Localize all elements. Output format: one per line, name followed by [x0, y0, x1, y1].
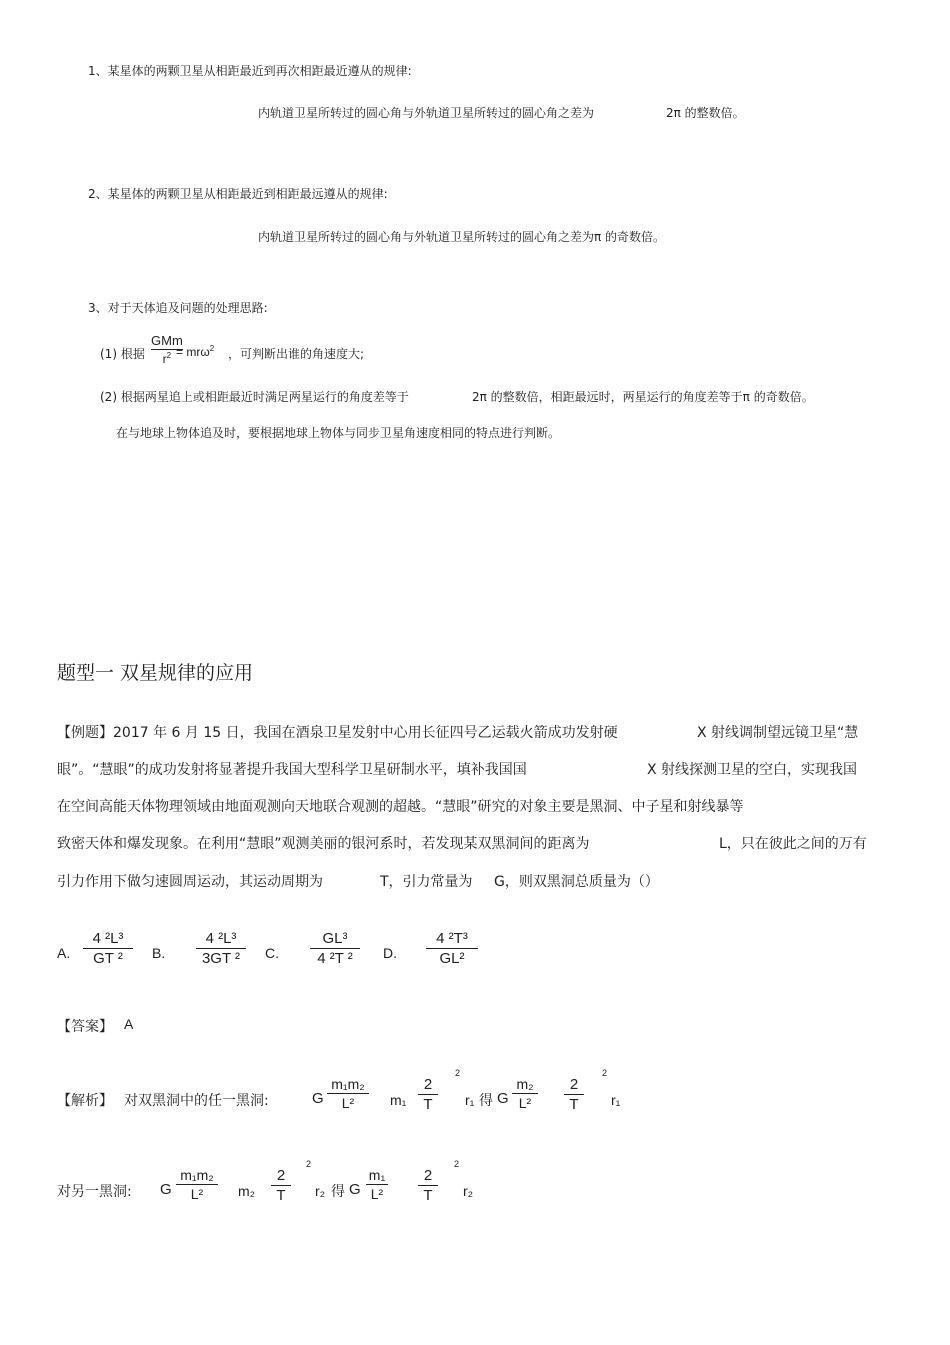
eq1-mass-fraction: m₁m₂ L²	[327, 1076, 369, 1111]
analysis-intro: 对双黑洞中的任一黑洞:	[124, 1093, 269, 1109]
option-c-label: C.	[265, 945, 279, 961]
rule-2-title: 2、某星体的两颗卫星从相距最近到相距最远遵从的规律:	[88, 187, 388, 201]
eq2-mass-fraction: m₁m₂ L²	[176, 1167, 218, 1202]
rule-3-title: 3、对于天体追及问题的处理思路:	[88, 301, 268, 315]
eq1-G: G	[312, 1090, 324, 1107]
eq1-square-1: 2	[455, 1068, 461, 1078]
eq1-omega-fraction: 2 T	[418, 1076, 438, 1113]
rule-1-detail-a: 内轨道卫星所转过的圆心角与外轨道卫星所转过的圆心角之差为	[258, 106, 595, 120]
example-line-1b: X 射线调制望远镜卫星“慧	[697, 725, 859, 741]
eq2-r2-2: r₂	[463, 1183, 474, 1199]
option-b-fraction: 4 ²L³ 3GT ²	[196, 930, 246, 967]
eq1-r1-2: r₁	[611, 1092, 621, 1108]
section-title: 题型一 双星规律的应用	[57, 662, 254, 684]
approach-item-2-b: 2π 的整数倍，相距最远时，两星运行的角度差等于π 的奇数倍。	[472, 390, 814, 404]
eq1-m1: m₁	[390, 1092, 407, 1108]
eq1-omega-fraction-2: 2 T	[564, 1076, 584, 1113]
eq1-m2-fraction: m₂ L²	[512, 1076, 538, 1111]
example-line-2b: X 射线探测卫星的空白，实现我国	[647, 762, 858, 778]
approach-item-1-suffix: ，可判断出谁的角速度大;	[228, 347, 365, 361]
rule-1-detail-b: 2π 的整数倍。	[666, 106, 745, 120]
eq2-G: G	[160, 1181, 172, 1198]
analysis-label: 【解析】	[57, 1093, 113, 1109]
option-c-fraction: GL³ 4 ²T ²	[310, 930, 360, 967]
eq1-de: 得	[479, 1093, 493, 1109]
approach-item-1-equation: = mrω$^2$	[176, 344, 215, 359]
example-line-5b: T，引力常量为	[380, 874, 473, 890]
eq2-omega-fraction-2: 2 T	[418, 1167, 438, 1204]
approach-item-1-fraction: GMm $r^2$	[151, 333, 183, 366]
rule-2-detail: 内轨道卫星所转过的圆心角与外轨道卫星所转过的圆心角之差为π 的奇数倍。	[258, 230, 666, 244]
eq2-omega-fraction: 2 T	[271, 1167, 291, 1204]
example-line-4b: L，只在彼此之间的万有	[719, 836, 867, 852]
example-line-5c: G，则双黑洞总质量为（）	[494, 874, 659, 890]
option-b-label: B.	[152, 945, 166, 961]
eq2-m2: m₂	[238, 1183, 256, 1199]
option-d-fraction: 4 ²T³ GL²	[426, 930, 478, 967]
example-line-2a: 眼”。“慧眼”的成功发射将显著提升我国大型科学卫星研制水平，填补我国国	[57, 762, 527, 778]
option-a-fraction: 4 ²L³ GT ²	[83, 930, 133, 967]
eq2-G2: G	[349, 1181, 361, 1198]
option-a-label: A.	[57, 945, 71, 961]
eq2-square-1: 2	[306, 1159, 312, 1169]
approach-item-2-a: (2) 根据两星追上或相距最近时满足两星运行的角度差等于	[100, 390, 409, 404]
analysis-other: 对另一黑洞:	[57, 1184, 132, 1200]
eq2-square-2: 2	[454, 1159, 460, 1169]
eq1-G2: G	[497, 1090, 509, 1107]
example-line-4a: 致密天体和爆发现象。在利用“慧眼”观测美丽的银河系时，若发现某双黑洞间的距离为	[57, 836, 590, 852]
eq2-r2: r₂	[315, 1183, 326, 1199]
eq2-de: 得	[331, 1184, 345, 1200]
rule-1-title: 1、某星体的两颗卫星从相距最近到再次相距最近遵从的规律:	[88, 64, 412, 78]
option-d-label: D.	[383, 945, 397, 961]
eq1-r1: r₁	[465, 1092, 475, 1108]
answer-value: A	[124, 1016, 134, 1032]
example-line-5a: 引力作用下做匀速圆周运动，其运动周期为	[57, 874, 323, 890]
example-line-1a: 【例题】2017 年 6 月 15 日，我国在酒泉卫星发射中心用长征四号乙运载火箭成功发射硬	[57, 725, 618, 741]
example-line-3: 在空间高能天体物理领域由地面观测向天地联合观测的超越。“慧眼”研究的对象主要是黑洞、中子星和射线暴等	[57, 799, 744, 815]
approach-item-1-prefix: (1) 根据	[100, 347, 145, 361]
approach-item-2-c: 在与地球上物体追及时，要根据地球上物体与同步卫星角速度相同的特点进行判断。	[116, 426, 561, 440]
eq1-square-2: 2	[602, 1068, 608, 1078]
eq2-m1-fraction: m₁ L²	[366, 1167, 388, 1202]
answer-label: 【答案】	[57, 1019, 113, 1035]
